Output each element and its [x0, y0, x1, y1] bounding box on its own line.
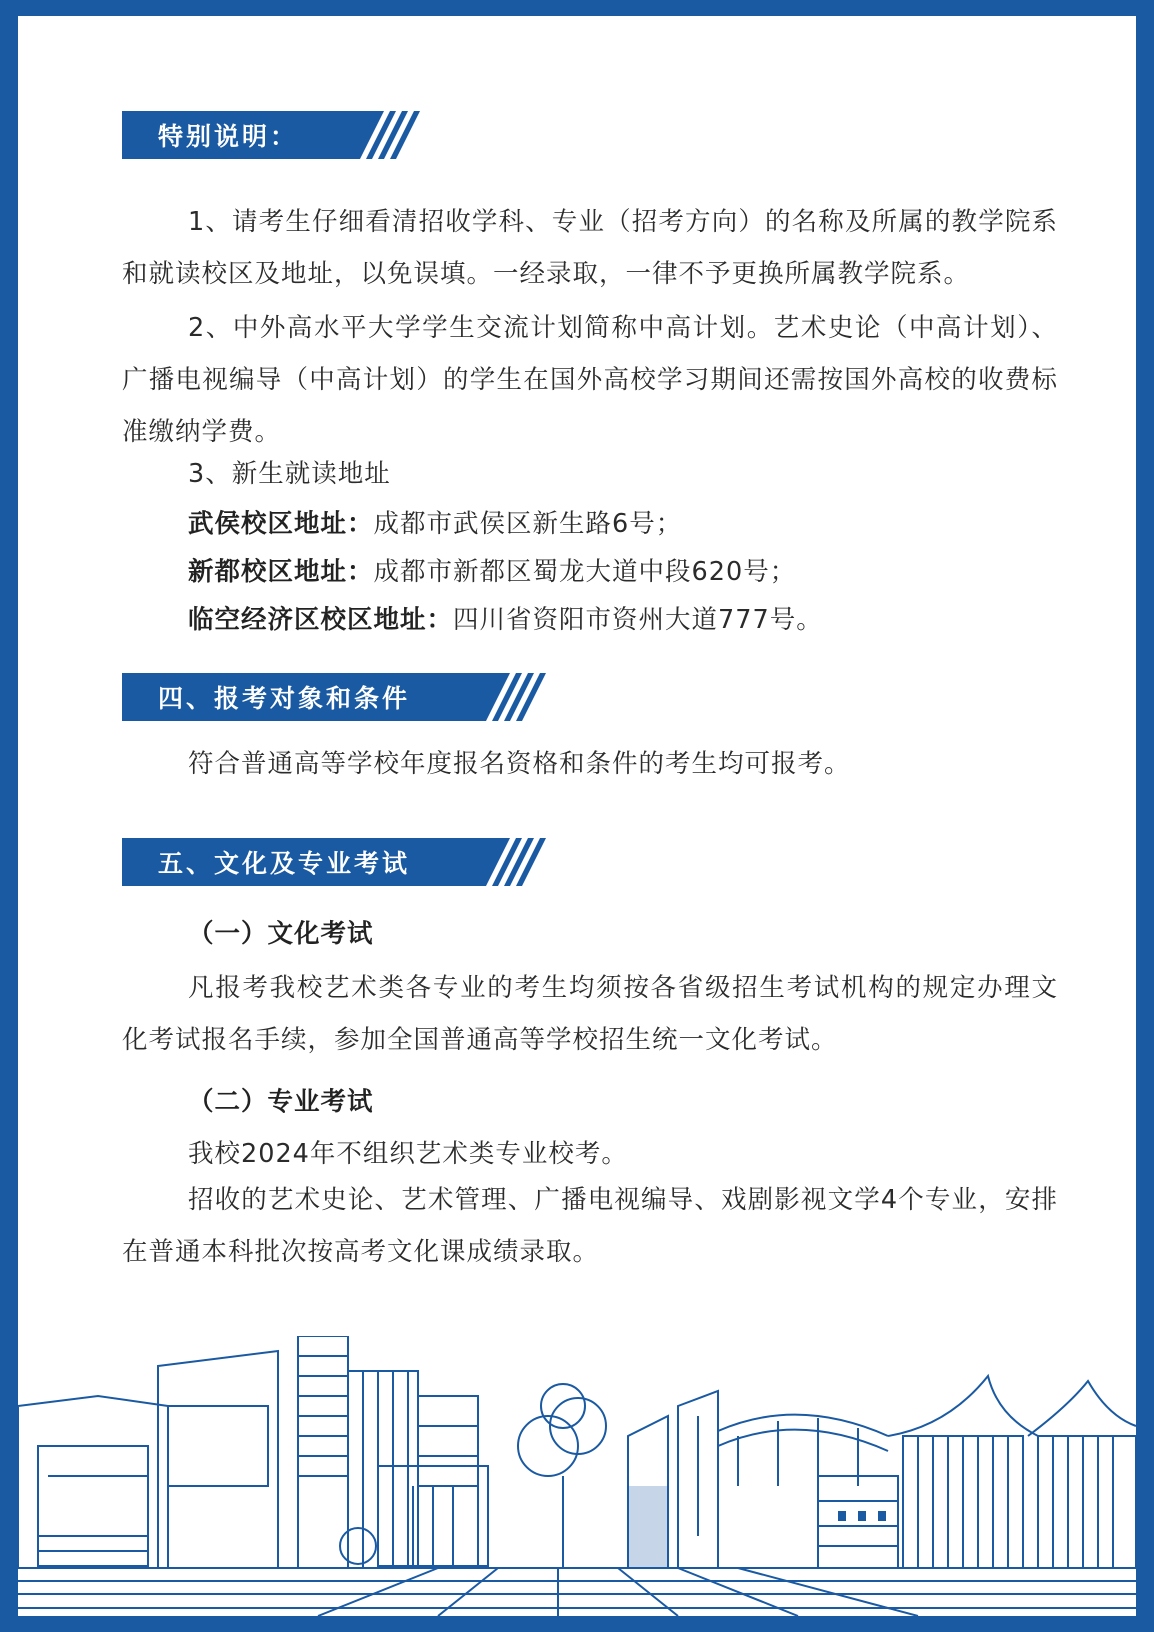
campus-wuhou	[188, 504, 682, 540]
campus-name: 新都校区地址：	[188, 557, 374, 587]
culture-exam-text: 凡报考我校艺术类各专业的考生均须按各省级招生考试机构的规定办理文化考试报名手续，参加全国普通高等学校招生统一文化考试。	[122, 973, 1058, 1055]
special-notes-heading: 特别说明：	[122, 111, 346, 159]
campus-linkong	[188, 600, 823, 636]
subsection-culture-exam: （一）文化考试	[188, 919, 374, 949]
campus-name: 临空经济区校区地址：	[188, 605, 454, 635]
slash-stripes-icon	[472, 673, 560, 721]
campus-address: 成都市新都区蜀龙大道中段620号；	[373, 557, 797, 587]
campus-skyline-illustration	[18, 1336, 1136, 1616]
campus-address: 成都市武侯区新生路6号；	[373, 509, 683, 539]
major-exam-text-1: 我校2024年不组织艺术类专业校考。	[188, 1139, 628, 1169]
note-paragraph-3: 3、新生就读地址	[188, 459, 391, 489]
slash-stripes-icon	[472, 838, 560, 886]
subsection-major-exam: （二）专业考试	[188, 1087, 374, 1117]
campus-address: 四川省资阳市资州大道777号。	[453, 605, 823, 635]
section4-heading: 四、报考对象和条件	[122, 673, 472, 721]
note-paragraph-2: 2、中外高水平大学学生交流计划简称中高计划。艺术史论（中高计划）、广播电视编导（中高计划）的学生在国外高校学习期间还需按国外高校的收费标准缴纳学费。	[122, 313, 1058, 447]
section4-text: 符合普通高等学校年度报名资格和条件的考生均可报考。	[188, 749, 851, 779]
major-exam-text-2: 招收的艺术史论、艺术管理、广播电视编导、戏剧影视文学4个专业，安排在普通本科批次按高考文化课成绩录取。	[122, 1185, 1058, 1267]
note-paragraph-1: 1、请考生仔细看清招收学科、专业（招考方向）的名称及所属的教学院系和就读校区及地址，以免误填。一经录取，一律不予更换所属教学院系。	[122, 207, 1058, 289]
campus-xindu	[188, 552, 796, 588]
section5-heading-bar	[122, 838, 560, 886]
slash-stripes-icon	[346, 111, 434, 159]
section5-heading: 五、文化及专业考试	[122, 838, 472, 886]
campus-name: 武侯校区地址：	[188, 509, 374, 539]
special-notes-heading-bar	[122, 111, 434, 159]
page	[18, 16, 1136, 1616]
section4-heading-bar	[122, 673, 560, 721]
